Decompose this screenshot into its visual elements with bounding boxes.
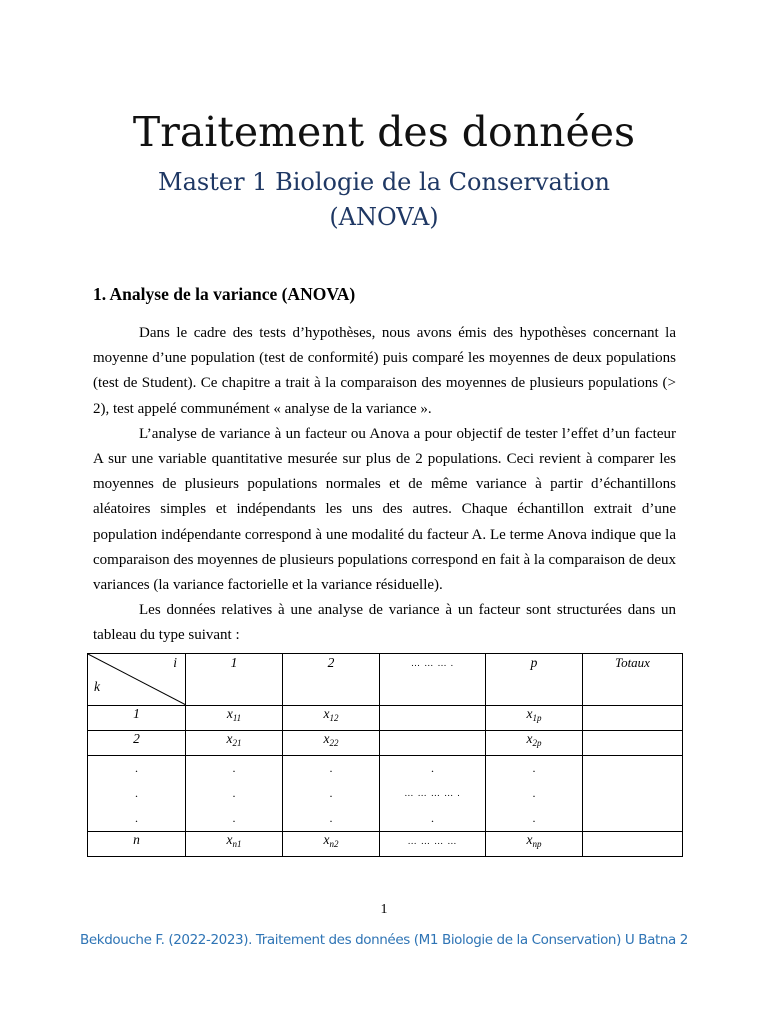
table-cell: $x_{1p}$ (486, 706, 583, 731)
table-cell: $x_{22}$ (283, 731, 380, 756)
table-cell (583, 731, 683, 756)
table-row-ellipsis (88, 756, 683, 832)
header-cell: p (486, 654, 583, 706)
header-cell: 2 (283, 654, 380, 706)
document-title: Traitement des données (132, 108, 636, 156)
table-cell (583, 832, 683, 857)
table-cell: $x_{n2}$ (283, 832, 380, 857)
header-cell: … … … . (380, 654, 486, 706)
table-cell (380, 731, 486, 756)
header-cell-totaux: Totaux (583, 654, 683, 706)
footer-citation: Bekdouche F. (2022-2023). Traitement des données (M1 Biologie de la Conservation) U Batna 2 (80, 932, 688, 948)
ellipsis-cell: . . . (283, 756, 380, 832)
table-cell: $x_{11}$ (186, 706, 283, 731)
section-heading: 1. Analyse de la variance (ANOVA) (93, 284, 356, 304)
table-row (88, 731, 683, 756)
row-label: 2 (88, 731, 186, 756)
corner-cell (88, 654, 186, 706)
table-cell: $x_{21}$ (186, 731, 283, 756)
subtitle-line1: Master 1 Biologie de la Conservation (158, 168, 610, 196)
paragraph-2: L’analyse de variance à un facteur ou Anova a pour objectif de tester l’effet d’un facteur A sur une variable quantitative mesurée sur plus de 2 populations. Ceci revient à comparer les moyennes de plusieurs populations normales et de même variance à partir d’échantillons aléatoires simples et indépendants les uns des autres. Chaque échantillon extrait d’une population indépendante correspond à une modalité du facteur A. Le terme Anova indique que la comparaison des moyennes de plusieurs populations correspond en fait à la comparaison de deux variances (la variance factorielle et la variance résiduelle). (93, 425, 676, 594)
data-table (87, 653, 683, 857)
table-cell (583, 706, 683, 731)
table-row-last (88, 832, 683, 857)
table-header-row (88, 654, 683, 706)
table-cell: … … … … (380, 832, 486, 857)
diagonal-line (88, 654, 186, 705)
header-cell: 1 (186, 654, 283, 706)
ellipsis-cell: . … … … … . . (380, 756, 486, 832)
table-cell: $x_{n1}$ (186, 832, 283, 857)
ellipsis-cell: . . . (486, 756, 583, 832)
body-text (93, 321, 676, 649)
paragraph-3: Les données relatives à une analyse de variance à un facteur sont structurées dans un tableau du type suivant : (93, 602, 676, 644)
paragraph-1: Dans le cadre des tests d’hypothèses, nous avons émis des hypothèses concernant la moyenne d’une population (test de conformité) puis comparé les moyennes de deux populations (test de Student). Ce chapitre a trait à la comparaison des moyennes de plusieurs populations (> 2), test appelé communément « analyse de la variance ». (93, 325, 676, 417)
subtitle-line2: (ANOVA) (329, 203, 439, 231)
table-row (88, 706, 683, 731)
table-cell: $x_{12}$ (283, 706, 380, 731)
corner-label-i: i (173, 655, 177, 670)
table-cell (380, 706, 486, 731)
ellipsis-cell: . . . (186, 756, 283, 832)
corner-label-k: k (94, 679, 100, 694)
ellipsis-cell: . . . (88, 756, 186, 832)
table-cell: $x_{2p}$ (486, 731, 583, 756)
table-cell: $x_{np}$ (486, 832, 583, 857)
row-label: 1 (88, 706, 186, 731)
table-cell (583, 756, 683, 832)
page-number: 1 (380, 902, 388, 917)
row-label: n (88, 832, 186, 857)
